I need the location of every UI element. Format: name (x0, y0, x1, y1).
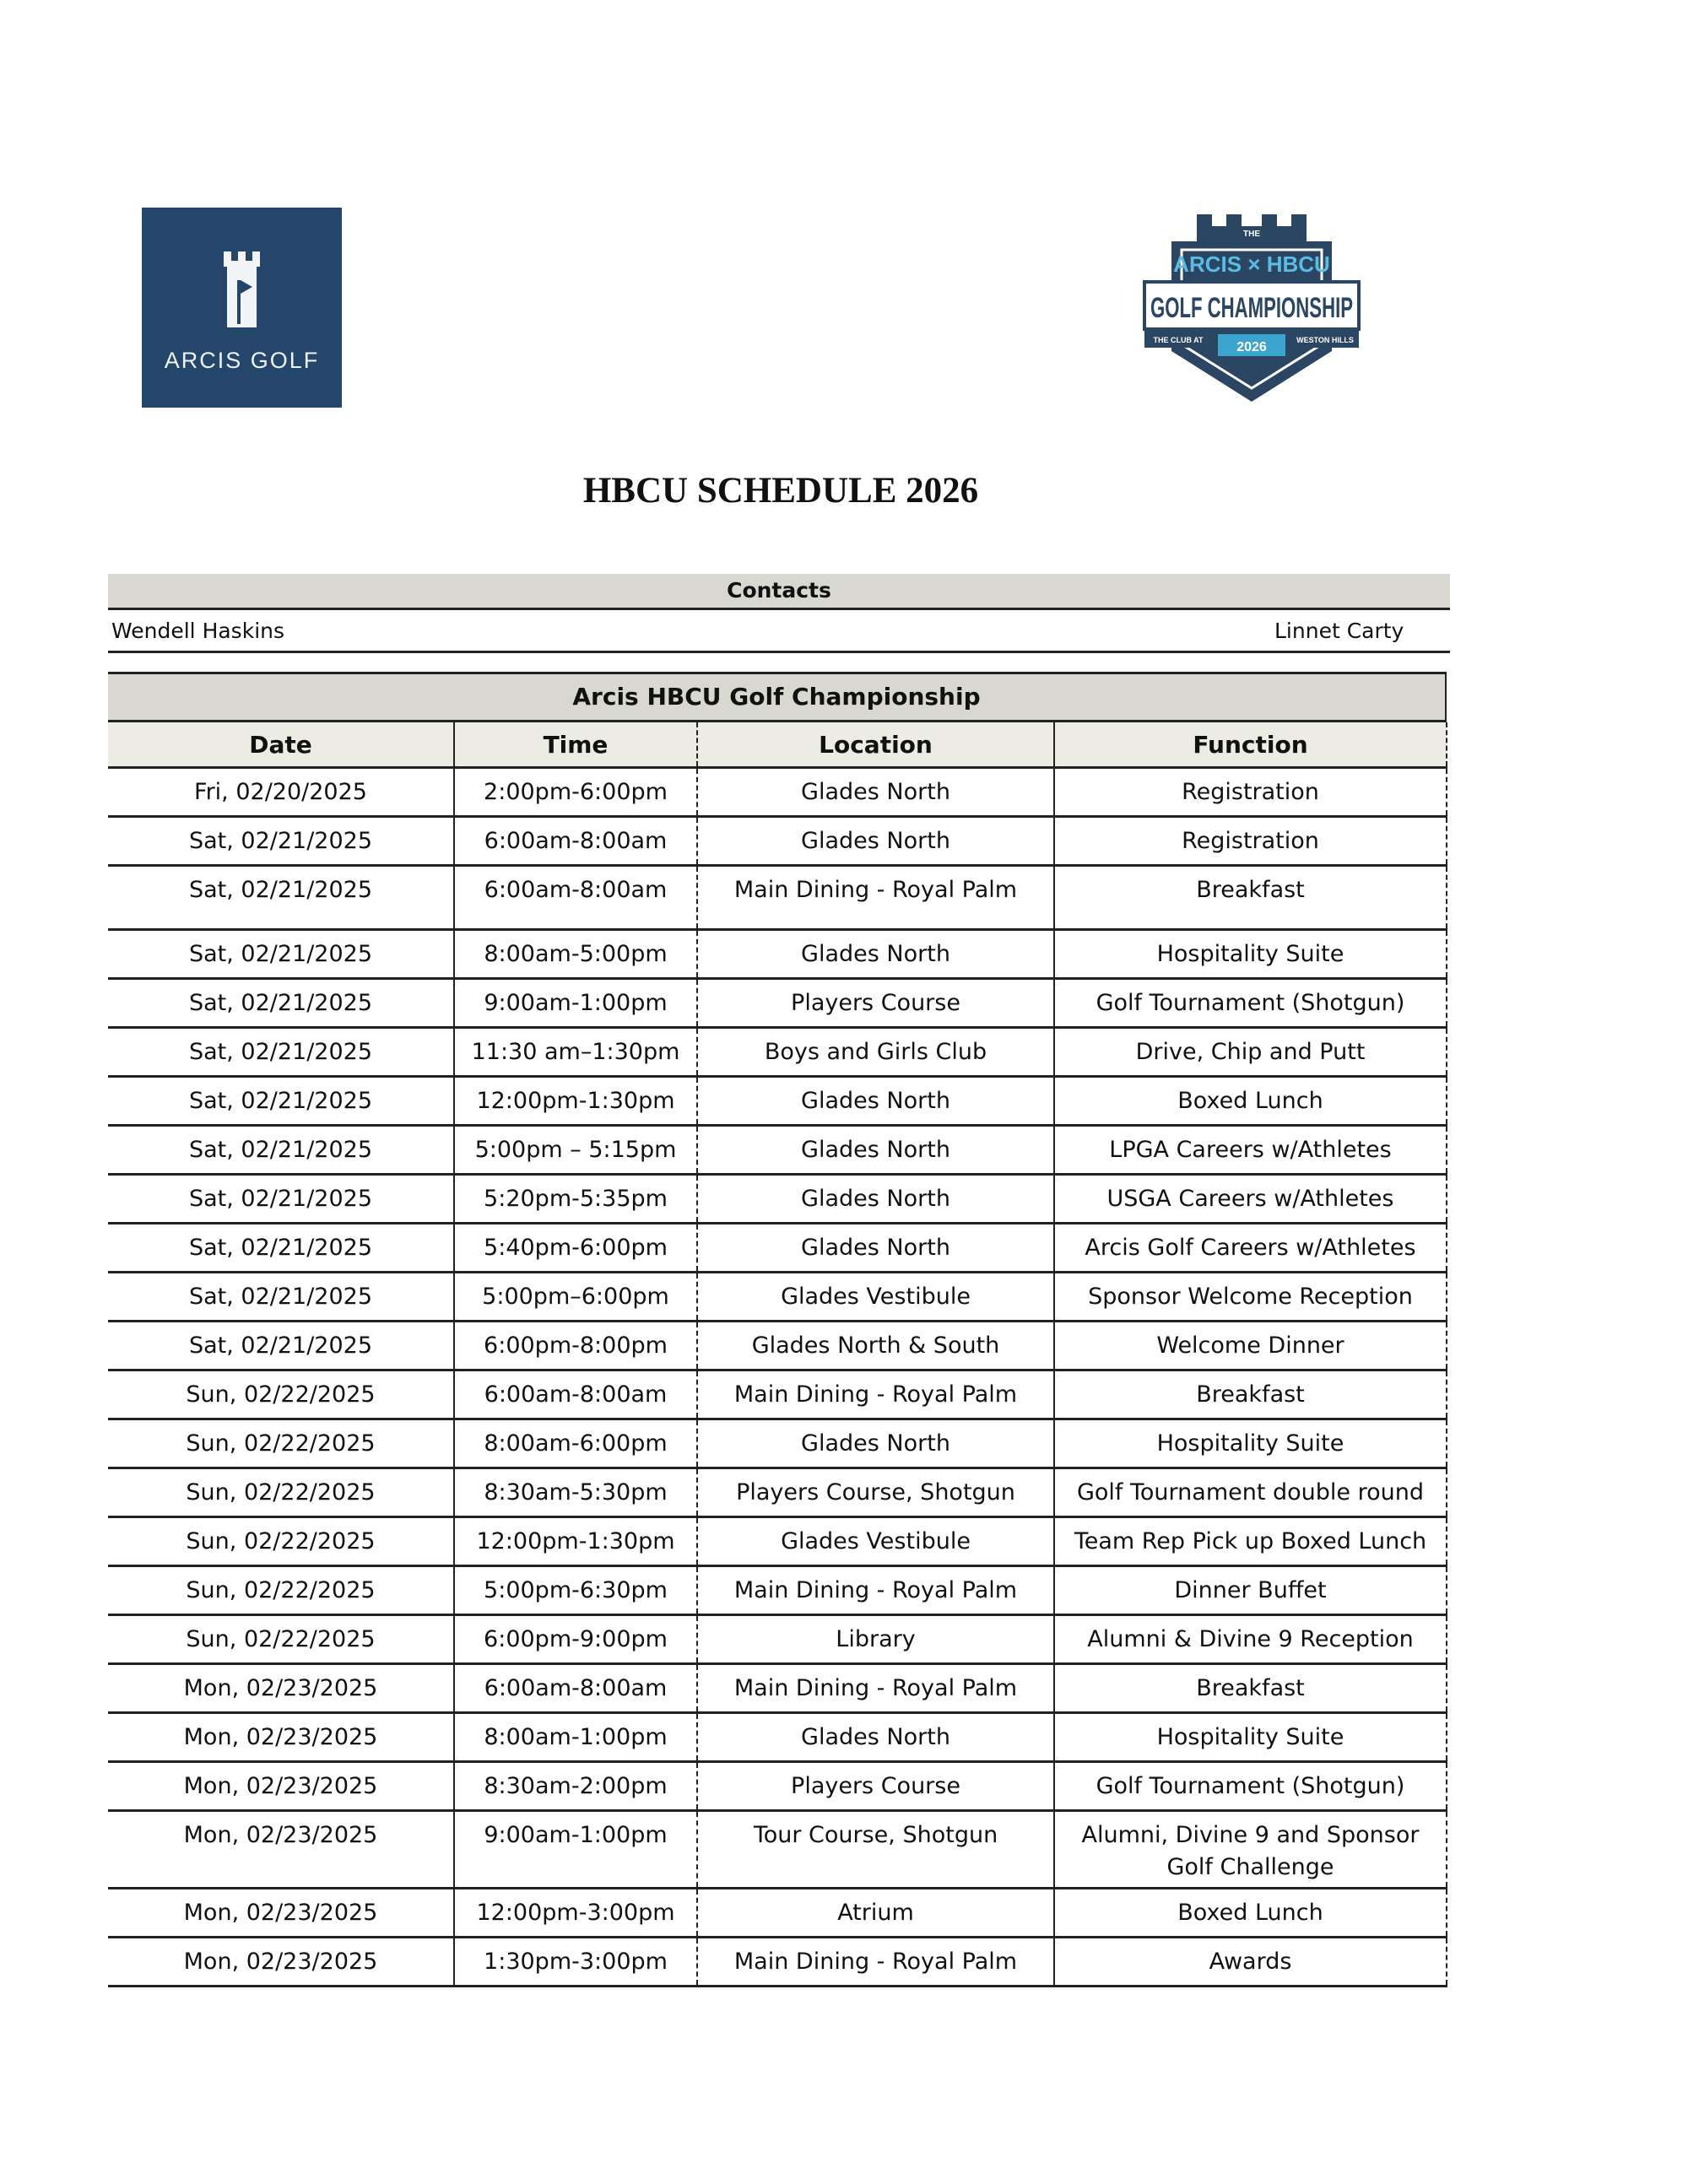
cell-time: 6:00pm-8:00pm (454, 1322, 697, 1370)
cell-date: Sun, 02/22/2025 (108, 1468, 454, 1517)
cell-location: Glades North (697, 930, 1054, 979)
cell-function: Sponsor Welcome Reception (1054, 1273, 1447, 1322)
cell-date: Sun, 02/22/2025 (108, 1370, 454, 1419)
cell-time: 8:00am-1:00pm (454, 1713, 697, 1762)
cell-time: 6:00pm-9:00pm (454, 1615, 697, 1664)
cell-location: Library (697, 1615, 1054, 1664)
cell-time: 5:00pm–6:00pm (454, 1273, 697, 1322)
table-row (108, 1224, 1447, 1273)
cell-function: Boxed Lunch (1054, 1077, 1447, 1126)
cell-time: 6:00am-8:00am (454, 1370, 697, 1419)
column-header-date: Date (108, 722, 454, 768)
table-row (108, 1322, 1447, 1370)
cell-location: Main Dining - Royal Palm (697, 1938, 1054, 1987)
svg-text:GOLF CHAMPIONSHIP: GOLF CHAMPIONSHIP (1150, 292, 1353, 324)
table-row (108, 768, 1447, 817)
table-row (108, 1762, 1447, 1811)
contacts-heading: Contacts (108, 574, 1450, 610)
table-row (108, 930, 1447, 979)
cell-date: Sat, 02/21/2025 (108, 979, 454, 1028)
table-row (108, 1419, 1447, 1468)
cell-date: Mon, 02/23/2025 (108, 1664, 454, 1713)
arcis-golf-wordmark: ARCIS GOLF (164, 348, 320, 373)
cell-location: Glades North & South (697, 1322, 1054, 1370)
cell-location: Glades North (697, 817, 1054, 866)
table-row (108, 1889, 1447, 1938)
column-header-time: Time (454, 722, 697, 768)
page-title: HBCU SCHEDULE 2026 (582, 471, 979, 511)
table-row (108, 817, 1447, 866)
contact-name-left: Wendell Haskins (111, 619, 285, 643)
cell-date: Mon, 02/23/2025 (108, 1713, 454, 1762)
column-header-function: Function (1054, 722, 1447, 768)
table-row (108, 1517, 1447, 1566)
cell-time: 5:00pm – 5:15pm (454, 1126, 697, 1175)
table-row (108, 1126, 1447, 1175)
cell-location: Tour Course, Shotgun (697, 1811, 1054, 1889)
table-row (108, 1713, 1447, 1762)
cell-location: Players Course, Shotgun (697, 1468, 1054, 1517)
cell-location: Glades North (697, 1713, 1054, 1762)
cell-time: 5:00pm-6:30pm (454, 1566, 697, 1615)
cell-function: Golf Tournament (Shotgun) (1054, 1762, 1447, 1811)
cell-function: LPGA Careers w/Athletes (1054, 1126, 1447, 1175)
cell-location: Main Dining - Royal Palm (697, 1664, 1054, 1713)
schedule-title: Arcis HBCU Golf Championship (108, 672, 1447, 722)
table-row (108, 1370, 1447, 1419)
cell-function: USGA Careers w/Athletes (1054, 1175, 1447, 1224)
cell-location: Main Dining - Royal Palm (697, 1370, 1054, 1419)
cell-date: Sat, 02/21/2025 (108, 1126, 454, 1175)
cell-function: Awards (1054, 1938, 1447, 1987)
schedule-table (108, 722, 1447, 1987)
table-row (108, 866, 1447, 930)
cell-location: Players Course (697, 979, 1054, 1028)
cell-time: 1:30pm-3:00pm (454, 1938, 697, 1987)
cell-function: Registration (1054, 817, 1447, 866)
cell-function: Breakfast (1054, 1370, 1447, 1419)
cell-date: Sat, 02/21/2025 (108, 1224, 454, 1273)
cell-time: 6:00am-8:00am (454, 817, 697, 866)
cell-date: Sat, 02/21/2025 (108, 1273, 454, 1322)
cell-location: Glades North (697, 1175, 1054, 1224)
cell-function: Golf Tournament (Shotgun) (1054, 979, 1447, 1028)
cell-function: Hospitality Suite (1054, 1713, 1447, 1762)
cell-location: Main Dining - Royal Palm (697, 1566, 1054, 1615)
cell-time: 9:00am-1:00pm (454, 1811, 697, 1889)
svg-text:WESTON HILLS: WESTON HILLS (1296, 336, 1354, 344)
cell-function: Breakfast (1054, 1664, 1447, 1713)
cell-location: Glades North (697, 1224, 1054, 1273)
cell-time: 12:00pm-1:30pm (454, 1077, 697, 1126)
cell-function: Golf Tournament double round (1054, 1468, 1447, 1517)
svg-text:THE CLUB AT: THE CLUB AT (1153, 336, 1204, 344)
castle-tower-icon (142, 208, 342, 408)
cell-date: Sat, 02/21/2025 (108, 1175, 454, 1224)
cell-time: 12:00pm-3:00pm (454, 1889, 697, 1938)
cell-location: Glades Vestibule (697, 1273, 1054, 1322)
cell-location: Glades Vestibule (697, 1517, 1054, 1566)
table-row (108, 1566, 1447, 1615)
cell-function: Alumni & Divine 9 Reception (1054, 1615, 1447, 1664)
cell-time: 5:20pm-5:35pm (454, 1175, 697, 1224)
cell-time: 2:00pm-6:00pm (454, 768, 697, 817)
contacts-section (108, 574, 1450, 653)
arcis-golf-logo (142, 208, 342, 408)
svg-text:2026: 2026 (1236, 340, 1267, 354)
cell-date: Sun, 02/22/2025 (108, 1566, 454, 1615)
cell-function: Drive, Chip and Putt (1054, 1028, 1447, 1077)
cell-time: 8:00am-6:00pm (454, 1419, 697, 1468)
cell-location: Boys and Girls Club (697, 1028, 1054, 1077)
table-row (108, 1811, 1447, 1889)
cell-time: 8:30am-2:00pm (454, 1762, 697, 1811)
table-row (108, 1273, 1447, 1322)
cell-date: Sat, 02/21/2025 (108, 1028, 454, 1077)
schedule-section (108, 672, 1447, 1987)
cell-date: Sun, 02/22/2025 (108, 1615, 454, 1664)
table-row (108, 1028, 1447, 1077)
cell-time: 6:00am-8:00am (454, 1664, 697, 1713)
cell-time: 5:40pm-6:00pm (454, 1224, 697, 1273)
cell-time: 12:00pm-1:30pm (454, 1517, 697, 1566)
cell-function: Hospitality Suite (1054, 930, 1447, 979)
cell-date: Sat, 02/21/2025 (108, 866, 454, 930)
cell-function: Welcome Dinner (1054, 1322, 1447, 1370)
cell-time: 8:00am-5:00pm (454, 930, 697, 979)
svg-text:ARCIS × HBCU: ARCIS × HBCU (1173, 251, 1330, 277)
cell-function: Hospitality Suite (1054, 1419, 1447, 1468)
table-row (108, 1938, 1447, 1987)
cell-function: Boxed Lunch (1054, 1889, 1447, 1938)
cell-date: Sun, 02/22/2025 (108, 1517, 454, 1566)
cell-location: Glades North (697, 1419, 1054, 1468)
cell-function: Team Rep Pick up Boxed Lunch (1054, 1517, 1447, 1566)
cell-location: Players Course (697, 1762, 1054, 1811)
cell-location: Main Dining - Royal Palm (697, 866, 1054, 930)
cell-time: 11:30 am–1:30pm (454, 1028, 697, 1077)
svg-text:THE: THE (1243, 230, 1260, 239)
cell-function: Registration (1054, 768, 1447, 817)
cell-time: 6:00am-8:00am (454, 866, 697, 930)
cell-location: Glades North (697, 1126, 1054, 1175)
column-header-location: Location (697, 722, 1054, 768)
cell-function: Breakfast (1054, 866, 1447, 930)
cell-date: Sat, 02/21/2025 (108, 817, 454, 866)
table-row (108, 1615, 1447, 1664)
table-header-row (108, 722, 1447, 768)
cell-location: Glades North (697, 768, 1054, 817)
cell-function: Alumni, Divine 9 and Sponsor Golf Challenge (1054, 1811, 1447, 1889)
cell-time: 8:30am-5:30pm (454, 1468, 697, 1517)
cell-date: Sat, 02/21/2025 (108, 1322, 454, 1370)
cell-date: Mon, 02/23/2025 (108, 1762, 454, 1811)
cell-time: 9:00am-1:00pm (454, 979, 697, 1028)
cell-location: Glades North (697, 1077, 1054, 1126)
cell-date: Mon, 02/23/2025 (108, 1889, 454, 1938)
cell-date: Sun, 02/22/2025 (108, 1419, 454, 1468)
cell-function: Arcis Golf Careers w/Athletes (1054, 1224, 1447, 1273)
table-row (108, 1175, 1447, 1224)
table-row (108, 1468, 1447, 1517)
championship-badge-logo (1138, 208, 1366, 410)
table-row (108, 979, 1447, 1028)
cell-date: Fri, 02/20/2025 (108, 768, 454, 817)
cell-function: Dinner Buffet (1054, 1566, 1447, 1615)
contact-name-right: Linnet Carty (1274, 619, 1404, 643)
table-row (108, 1664, 1447, 1713)
cell-location: Atrium (697, 1889, 1054, 1938)
table-row (108, 1077, 1447, 1126)
cell-date: Sat, 02/21/2025 (108, 1077, 454, 1126)
cell-date: Sat, 02/21/2025 (108, 930, 454, 979)
contacts-row (108, 610, 1450, 653)
cell-date: Mon, 02/23/2025 (108, 1811, 454, 1889)
cell-date: Mon, 02/23/2025 (108, 1938, 454, 1987)
